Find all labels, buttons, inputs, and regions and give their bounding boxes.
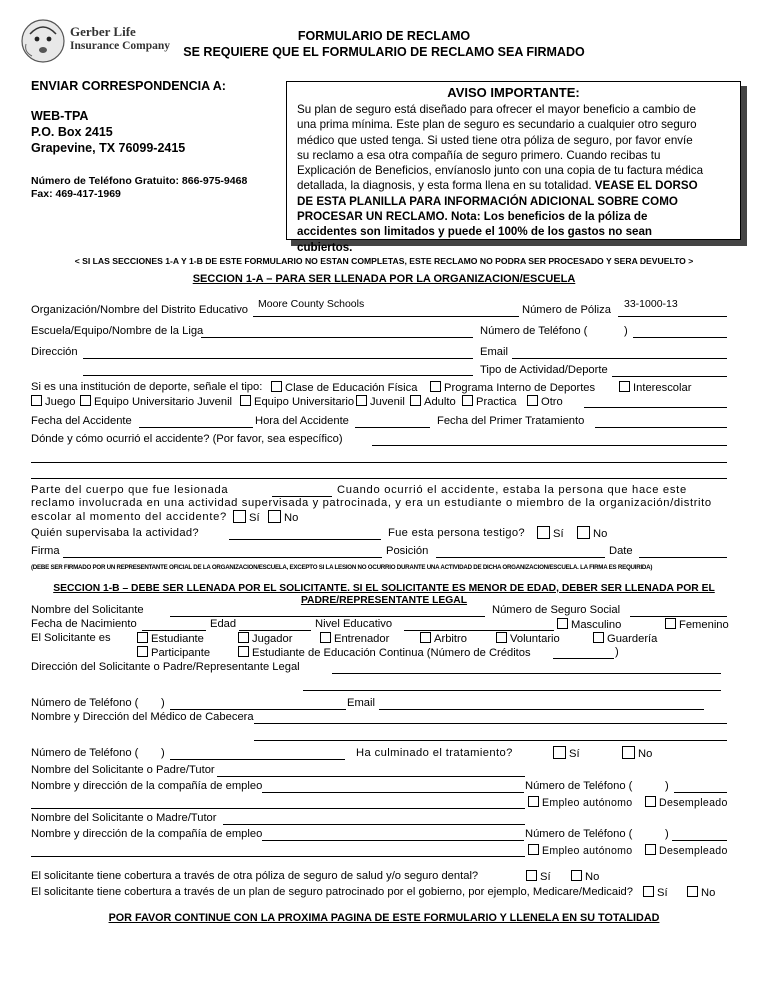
applicant-name-field[interactable] (170, 616, 485, 617)
form-subtitle: SE REQUIERE QUE EL FORMULARIO DE RECLAMO SEA FIRMADO (183, 45, 585, 59)
other-insurance-no[interactable]: No (571, 870, 599, 884)
accident-date-label: Fecha del Accidente (31, 415, 132, 427)
dob-field[interactable] (142, 630, 206, 631)
supervised-question-line2: reclamo involucrada en una actividad supervisada y patrocinada, y era un estudiante o miembro de la organización/distrito (31, 497, 712, 509)
position-label: Posición (386, 545, 429, 557)
notice-line: Su plan de seguro está diseñado para ofrecer el mayor beneficio a cambio de (297, 103, 696, 116)
signature-label: Firma (31, 545, 60, 557)
policy-value[interactable]: 33-1000-13 (624, 298, 678, 310)
notice-body (297, 102, 735, 255)
checkbox-jv[interactable]: Equipo Universitario Juvenil (80, 395, 232, 409)
section-1b-heading-line2: PADRE/REPRESENTANTE LEGAL (300, 595, 468, 606)
paren: ) (161, 697, 165, 709)
notice-line: Explicación de Beneficios, envíanoslo junto con una copia de tu factura médica (297, 164, 704, 178)
send-to-addr1: WEB-TPA (31, 109, 89, 123)
applicant-address-field[interactable] (332, 673, 721, 674)
treatment-done-label: Ha culminado el tratamiento? (356, 747, 513, 759)
witness-yes-checkbox[interactable]: Sí (537, 526, 564, 541)
continuing-ed-checkbox[interactable]: Estudiante de Educación Continua (Número de Créditos (238, 646, 531, 660)
supervised-question: Cuando ocurrió el accidente, estaba la persona que hace este (337, 484, 687, 496)
checkbox-other[interactable]: Otro (527, 395, 563, 409)
father-self-employed-checkbox[interactable]: Empleo autónomo (528, 796, 632, 810)
student-checkbox[interactable]: Estudiante (137, 632, 204, 646)
first-treatment-field[interactable] (595, 427, 727, 428)
other-insurance-question: El solicitante tiene cobertura a través de otra póliza de seguro de salud y/o seguro dental? (31, 870, 479, 882)
daycare-checkbox[interactable]: Guardería (593, 632, 657, 646)
paren: ) (665, 828, 669, 840)
gov-insurance-no[interactable]: No (687, 886, 715, 900)
org-label: Organización/Nombre del Distrito Educativo (31, 304, 249, 316)
address-field[interactable] (83, 358, 473, 359)
father-label: Nombre del Solicitante o Padre/Tutor (31, 764, 215, 776)
notice-line: una prima mínima. Este plan de seguro es secundario a cualquier otro seguro (297, 118, 697, 132)
team-field[interactable] (201, 337, 473, 338)
date-label: Date (609, 545, 633, 557)
address-field-line2[interactable] (83, 375, 473, 376)
email-label: Email (480, 346, 508, 358)
applicant-phone2-label: Número de Teléfono ( (31, 747, 139, 759)
referee-checkbox[interactable]: Arbitro (420, 632, 467, 646)
activity-label: Tipo de Actividad/Deporte (480, 364, 608, 376)
important-notice-box (286, 81, 741, 254)
applicant-is-label: El Solicitante es (31, 632, 111, 644)
supervised-no-checkbox[interactable]: No (268, 510, 298, 525)
applicant-phone-field[interactable] (170, 709, 346, 710)
notice-line: detallada, la diagnosis, y esta forma llena en su totalidad. (297, 179, 595, 193)
father-employer-field[interactable] (262, 792, 524, 793)
treatment-yes-checkbox[interactable]: Sí (553, 746, 580, 761)
credits-field[interactable] (553, 658, 614, 659)
supervised-yes-checkbox[interactable]: Sí (233, 510, 260, 525)
other-field[interactable] (584, 407, 727, 408)
father-unemployed-checkbox[interactable]: Desempleado (645, 796, 728, 810)
dob-label: Fecha de Nacimiento (31, 618, 137, 630)
ssn-label: Número de Seguro Social (492, 604, 621, 616)
witness-no-checkbox[interactable]: No (577, 526, 607, 541)
age-field[interactable] (239, 630, 311, 631)
org-field[interactable] (253, 316, 519, 317)
mother-employer-field[interactable] (262, 840, 524, 841)
how-occurred-field[interactable] (372, 445, 727, 446)
age-label: Edad (210, 618, 237, 630)
notice-line: su reclamo a esa otra compañía de seguro primero. Cuando recibas tu (297, 148, 661, 162)
send-to-addr2: P.O. Box 2415 (31, 125, 113, 139)
mother-unemployed-checkbox[interactable]: Desempleado (645, 844, 728, 858)
mother-employer-phone-label: Número de Teléfono ( (525, 828, 633, 840)
accident-date-field[interactable] (139, 427, 253, 428)
notice-line: médico que usted tenga. Si usted tiene otra póliza de seguro, por favor envíe (297, 133, 693, 147)
checkbox-varsity[interactable]: Equipo Universitario (240, 395, 354, 409)
paren: ) (615, 646, 619, 658)
section-1a-heading: SECCION 1-A – PARA SER LLENADA POR LA ORGANIZACION/ESCUELA (192, 273, 576, 285)
how-occurred-field-line2[interactable] (31, 462, 727, 463)
fax-number: Fax: 469-417-1969 (31, 188, 121, 200)
activity-field[interactable] (612, 376, 727, 377)
body-part-label: Parte del cuerpo que fue lesionada (31, 484, 229, 496)
other-insurance-yes[interactable]: Sí (526, 870, 551, 884)
participant-checkbox[interactable]: Participante (137, 646, 210, 660)
father-employer-phone-label: Número de Teléfono ( (525, 780, 633, 792)
who-supervised-label: Quién supervisaba la actividad? (31, 527, 199, 539)
logo-text-line2: Insurance Company (70, 40, 171, 52)
signature-field[interactable] (63, 557, 382, 558)
checkbox-pe-class[interactable]: Clase de Educación Física (271, 381, 417, 395)
address-label: Dirección (31, 346, 78, 358)
policy-field[interactable] (618, 316, 727, 317)
edu-level-field[interactable] (404, 630, 554, 631)
supervised-question-line3: escolar al momento del accidente? (31, 511, 227, 523)
male-checkbox[interactable]: Masculino (557, 618, 621, 632)
father-employer-phone-field[interactable] (674, 792, 727, 793)
org-email-field[interactable] (512, 358, 727, 359)
org-phone-field[interactable] (633, 337, 727, 338)
applicant-email-field[interactable] (379, 709, 704, 710)
logo-text-line1: Gerber Life (70, 24, 136, 39)
mother-employer-phone-field[interactable] (672, 840, 727, 841)
doctor-label: Nombre y Dirección del Médico de Cabecera (31, 711, 254, 723)
applicant-phone-label: Número de Teléfono ( (31, 697, 139, 709)
team-label: Escuela/Equipo/Nombre de la Liga (31, 325, 204, 337)
signature-note: (DEBE SER FIRMADO POR UN REPRESENTANTE OFICIAL DE LA ORGANIZACION/ESCUELA, EXCEPTO SI LA LESION NO OCURRIO DURANTE UNA ACTIVIDAD DE DICHA ORGANIZACION/ESCUELA. LA FIRMA ES REQUIRIDA) (31, 564, 653, 571)
father-field[interactable] (217, 776, 525, 777)
witness-label: Fue esta persona testigo? (388, 527, 525, 539)
notice-bold-line: DE ESTA PLANILLA PARA INFORMACIÓN ADICIONAL SOBRE COMO (297, 194, 678, 208)
applicant-name-label: Nombre del Solicitante (31, 604, 144, 616)
female-checkbox[interactable]: Femenino (665, 618, 729, 632)
mother-label: Nombre del Solicitante o Madre/Tutor (31, 812, 217, 824)
notice-bold-line: PROCESAR UN RECLAMO. Nota: Los beneficios de la póliza de (297, 210, 648, 224)
gov-insurance-question: El solicitante tiene cobertura a través de un plan de seguro patrocinado por el gobierno, por ejemplo, Medicare/Medicaid? (31, 886, 633, 898)
position-field[interactable] (436, 557, 605, 558)
date-field[interactable] (639, 557, 727, 558)
who-supervised-field[interactable] (229, 539, 381, 540)
how-occurred-label: Dónde y cómo ocurrió el accidente? (Por favor, sea específico) (31, 433, 343, 445)
checkbox-game[interactable]: Juego (31, 395, 75, 409)
notice-bold-text: VEASE EL DORSO (594, 179, 698, 193)
toll-free-phone: Número de Teléfono Gratuito: 866-975-9468 (31, 175, 248, 187)
notice-heading: AVISO IMPORTANTE: (447, 85, 580, 100)
player-checkbox[interactable]: Jugador (238, 632, 292, 646)
how-occurred-field-line3[interactable] (31, 478, 727, 479)
doctor-field[interactable] (254, 723, 727, 724)
org-phone-label: Número de Teléfono ( (480, 325, 588, 337)
send-to-heading: ENVIAR CORRESPONDENCIA A: (31, 79, 226, 93)
father-employer-label: Nombre y dirección de la compañía de empleo (31, 780, 263, 792)
mother-self-employed-checkbox[interactable]: Empleo autónomo (528, 844, 632, 858)
accident-time-field[interactable] (355, 427, 430, 428)
applicant-email-label: Email (347, 697, 375, 709)
coach-checkbox[interactable]: Entrenador (320, 632, 389, 646)
gov-insurance-yes[interactable]: Sí (643, 886, 668, 900)
policy-label: Número de Póliza (522, 304, 611, 316)
applicant-phone2-field[interactable] (170, 759, 345, 760)
notice-bold-line: accidentes son limitados y puede el 100% de los gastos no sean (297, 225, 653, 239)
doctor-field-line2[interactable] (254, 740, 727, 741)
checkbox-intramural[interactable]: Programa Interno de Deportes (430, 381, 595, 395)
continue-footer: POR FAVOR CONTINUE CON LA PROXIMA PAGINA DE ESTE FORMULARIO Y LLENELA EN SU TOTALIDAD (108, 912, 660, 924)
volunteer-checkbox[interactable]: Voluntario (496, 632, 560, 646)
mother-field[interactable] (223, 824, 525, 825)
accident-time-label: Hora del Accidente (255, 415, 349, 427)
applicant-address-label: Dirección del Solicitante o Padre/Representante Legal (31, 661, 300, 673)
checkbox-practice[interactable]: Practica (462, 395, 516, 409)
treatment-no-checkbox[interactable]: No (622, 746, 652, 761)
send-to-addr3: Grapevine, TX 76099-2415 (31, 141, 186, 155)
first-treatment-label: Fecha del Primer Tratamiento (437, 415, 585, 427)
incomplete-warning: < SI LAS SECCIONES 1-A Y 1-B DE ESTE FORMULARIO NO ESTAN COMPLETAS, ESTE RECLAMO NO PODRA SER PROCESADO Y SERA DEVUELTO > (74, 256, 694, 266)
section-1b-heading: SECCION 1-B – DEBE SER LLENADA POR EL SOLICITANTE. SI EL SOLICITANTE ES MENOR DE EDAD, DEBER SER LLENADA POR EL (53, 583, 715, 594)
paren: ) (624, 325, 628, 337)
edu-level-label: Nivel Educativo (315, 618, 393, 630)
form-title: FORMULARIO DE RECLAMO (297, 29, 471, 43)
paren: ) (665, 780, 669, 792)
notice-bold-line: cubiertos. (297, 240, 353, 254)
org-value[interactable]: Moore County Schools (258, 298, 365, 310)
applicant-address-field-line2[interactable] (303, 690, 721, 691)
checkbox-juvenile[interactable]: Juvenil (356, 395, 405, 409)
mother-employer-label: Nombre y dirección de la compañía de empleo (31, 828, 263, 840)
checkbox-adult[interactable]: Adulto (410, 395, 456, 409)
paren: ) (161, 747, 165, 759)
mother-employer-field-line2[interactable] (31, 856, 525, 857)
checkbox-interscholastic[interactable]: Interescolar (619, 381, 691, 395)
ssn-field[interactable] (630, 616, 727, 617)
father-employer-field-line2[interactable] (31, 808, 525, 809)
sport-prompt: Si es una institución de deporte, señale el tipo: (31, 381, 263, 393)
